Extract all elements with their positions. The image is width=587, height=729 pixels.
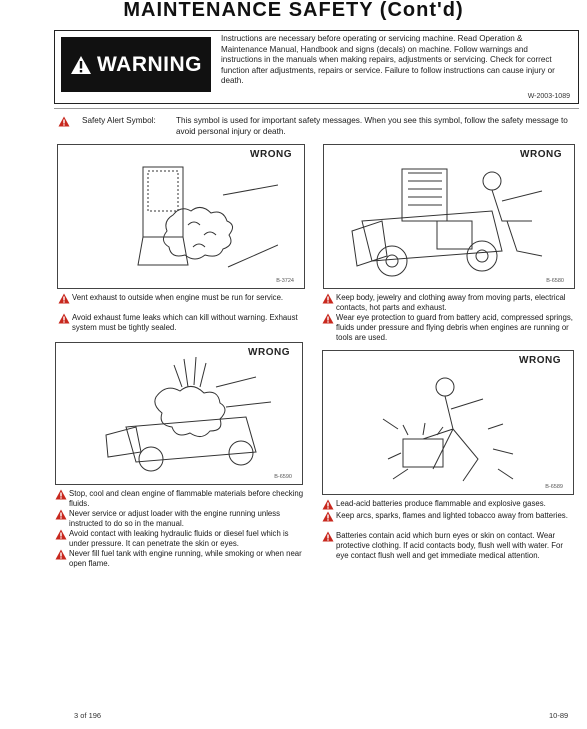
safety-alert-icon bbox=[322, 531, 334, 542]
safety-alert-icon bbox=[322, 499, 334, 510]
caption-text: Keep arcs, sparks, flames and lighted tobacco away from batteries. bbox=[336, 511, 568, 520]
figure-code: B-6580 bbox=[546, 278, 564, 284]
wrong-label: WRONG bbox=[248, 347, 290, 358]
safety-alert-icon bbox=[322, 511, 334, 522]
footer-code: 10-89 bbox=[549, 711, 569, 720]
page-title: MAINTENANCE SAFETY (Cont'd) bbox=[123, 0, 464, 21]
caption-text: Keep body, jewelry and clothing away from moving parts, electrical contacts, hot parts and exhaust. bbox=[336, 293, 566, 312]
moving-parts-illustration bbox=[342, 161, 562, 281]
illustration-panel-battery bbox=[322, 350, 574, 495]
safety-alert-icon bbox=[58, 116, 70, 127]
illustration-panel-moving-parts bbox=[323, 144, 575, 289]
wrong-label: WRONG bbox=[519, 355, 561, 366]
caption-text: Never fill fuel tank with engine running, while smoking or when near open flame. bbox=[69, 549, 302, 568]
safety-alert-icon bbox=[322, 293, 334, 304]
safety-alert-label: Safety Alert Symbol: bbox=[82, 116, 156, 125]
caption-text: Avoid exhaust fume leaks which can kill without warning. Exhaust system must be tightly sealed. bbox=[72, 313, 298, 332]
figure-code: B-6589 bbox=[545, 484, 563, 490]
exhaust-illustration bbox=[118, 165, 278, 277]
warning-label bbox=[61, 37, 211, 92]
safety-alert-icon bbox=[55, 549, 67, 560]
safety-alert-text: This symbol is used for important safety messages. When you see this symbol, follow the safety message to avoid personal injury or death. bbox=[176, 116, 568, 136]
flammable-illustration bbox=[96, 357, 286, 477]
caption-text: Vent exhaust to outside when engine must be run for service. bbox=[72, 293, 284, 302]
wrong-label: WRONG bbox=[250, 149, 292, 160]
figure-code: B-6590 bbox=[274, 474, 292, 480]
wrong-label: WRONG bbox=[520, 149, 562, 160]
safety-alert-icon bbox=[55, 489, 67, 500]
page-number: 3 of 196 bbox=[74, 711, 102, 720]
safety-alert-icon bbox=[58, 313, 70, 324]
warning-triangle-icon bbox=[70, 55, 92, 75]
caption-text: Lead-acid batteries produce flammable and explosive gases. bbox=[336, 499, 546, 508]
illustration-panel-exhaust bbox=[57, 144, 305, 289]
warning-text: Instructions are necessary before operating or servicing machine. Read Operation & Maintenance Manual, Handbook and signs (decals) on machine. Follow warnings and instructions in the manuals when making repairs, adjustments or servicing. Check for correct function after adjustments, repairs or service. Failure to follow instructions can cause injury or death. bbox=[221, 34, 555, 86]
illustration-panel-flammable bbox=[55, 342, 303, 485]
caption-text: Batteries contain acid which burn eyes or skin on contact. Wear protective clothing. If acid contacts body, flush well with water. For eye contact flush well and get immediate medical attention. bbox=[336, 531, 563, 560]
warning-label-text: WARNING bbox=[97, 52, 202, 76]
divider bbox=[54, 108, 579, 109]
safety-alert-icon bbox=[55, 509, 67, 520]
safety-alert-icon bbox=[322, 313, 334, 324]
battery-explosion-illustration bbox=[363, 369, 543, 489]
caption-text: Stop, cool and clean engine of flammable materials before checking fluids. bbox=[69, 489, 304, 508]
caption-text: Avoid contact with leaking hydraulic fluids or diesel fuel which is under pressure. It can penetrate the skin or eyes. bbox=[69, 529, 289, 548]
warning-box bbox=[54, 30, 579, 104]
warning-code: W-2003-1089 bbox=[527, 93, 570, 100]
caption-text: Never service or adjust loader with the engine running unless instructed to do so in the manual. bbox=[69, 509, 281, 528]
safety-alert-icon bbox=[55, 529, 67, 540]
caption-text: Wear eye protection to guard from battery acid, compressed springs, fluids under pressure and flying debris when engines are running or tools are used. bbox=[336, 313, 573, 342]
figure-code: B-3724 bbox=[276, 278, 294, 284]
safety-alert-icon bbox=[58, 293, 70, 304]
